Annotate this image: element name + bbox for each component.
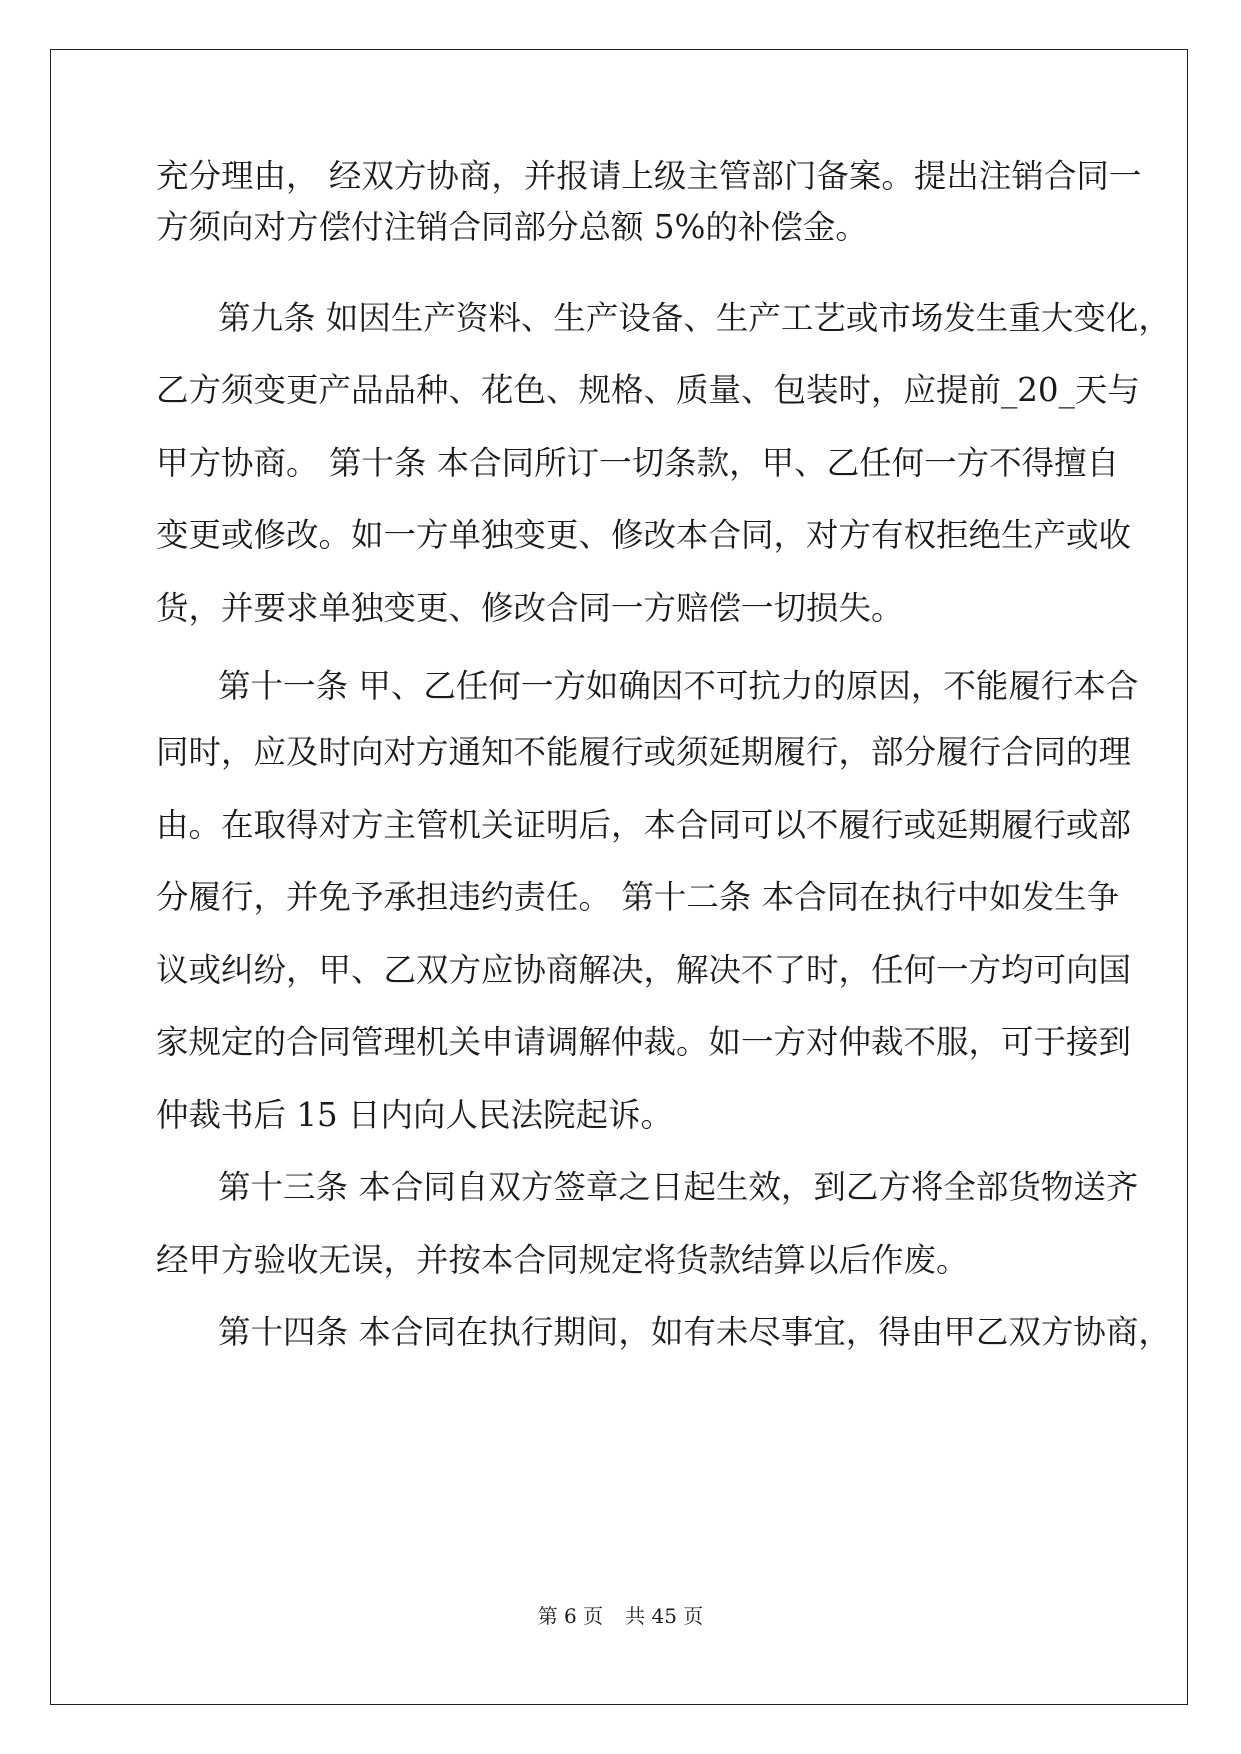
body-line-15: 第十三条 本合同自双方签章之日起生效，到乙方将全部货物送齐 bbox=[218, 1168, 1139, 1206]
body-line-16: 经甲方验收无误，并按本合同规定将货款结算以后作废。 bbox=[156, 1241, 969, 1279]
body-line-3: 第九条 如因生产资料、生产设备、生产工艺或市场发生重大变化， bbox=[218, 299, 1171, 337]
total-pages-label: 共 45 页 bbox=[625, 1604, 704, 1628]
body-line-4: 乙方须变更产品品种、花色、规格、质量、包装时，应提前_20_天与 bbox=[156, 371, 1140, 409]
page-footer bbox=[0, 1604, 1241, 1628]
body-line-1: 充分理由， 经双方协商，并报请上级主管部门备案。提出注销合同一 bbox=[156, 157, 1142, 195]
body-line-2: 方须向对方偿付注销合同部分总额 5%的补偿金。 bbox=[156, 208, 868, 246]
body-line-9: 同时，应及时向对方通知不能履行或须延期履行，部分履行合同的理 bbox=[156, 733, 1132, 771]
body-line-10: 由。在取得对方主管机关证明后，本合同可以不履行或延期履行或部 bbox=[156, 806, 1132, 844]
body-line-13: 家规定的合同管理机关申请调解仲裁。如一方对仲裁不服，可于接到 bbox=[156, 1023, 1132, 1061]
body-line-8: 第十一条 甲、乙任何一方如确因不可抗力的原因，不能履行本合 bbox=[218, 667, 1139, 705]
body-line-7: 货，并要求单独变更、修改合同一方赔偿一切损失。 bbox=[156, 589, 904, 627]
body-line-17: 第十四条 本合同在执行期间，如有未尽事宜，得由甲乙双方协商， bbox=[218, 1313, 1171, 1351]
body-line-5: 甲方协商。 第十条 本合同所订一切条款，甲、乙任何一方不得擅自 bbox=[156, 444, 1120, 482]
body-line-11: 分履行，并免予承担违约责任。 第十二条 本合同在执行中如发生争 bbox=[156, 878, 1120, 916]
body-line-14: 仲裁书后 15 日内向人民法院起诉。 bbox=[156, 1096, 674, 1134]
body-line-6: 变更或修改。如一方单独变更、修改本合同，对方有权拒绝生产或收 bbox=[156, 516, 1132, 554]
current-page-label: 第 6 页 bbox=[537, 1604, 604, 1628]
body-line-12: 议或纠纷，甲、乙双方应协商解决，解决不了时，任何一方均可向国 bbox=[156, 951, 1132, 989]
